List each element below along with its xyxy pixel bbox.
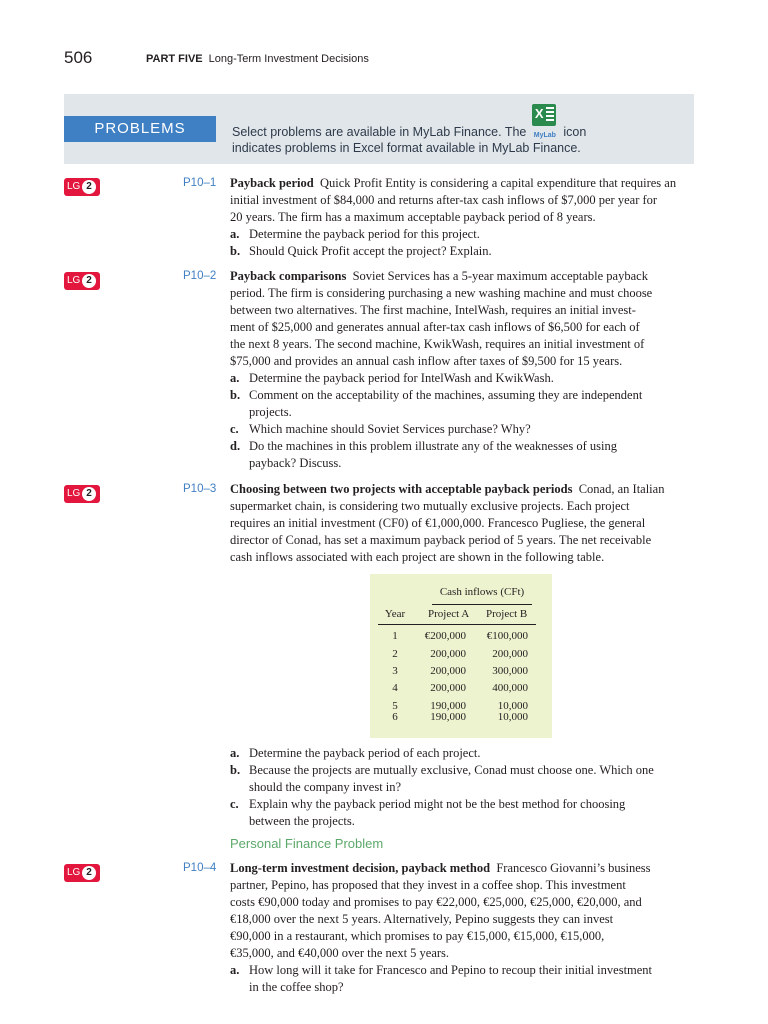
problem-p10-4: [230, 860, 695, 996]
problem-p10-3-questions: [230, 745, 695, 830]
problem-text-line: supermarket chain, is considering two mutually exclusive projects. Each project: [230, 499, 630, 513]
lg-label: LG: [67, 275, 81, 286]
problem-text-line: cash inflows associated with each project are shown in the following table.: [230, 550, 605, 564]
personal-finance-heading: Personal Finance Problem: [230, 836, 384, 851]
problem-text-line: partner, Pepino, has proposed that they invest in a coffee shop. This investment: [230, 878, 626, 892]
problem-title: Payback period: [230, 176, 314, 190]
problem-text-line: Soviet Services has a 5-year maximum acceptable payback: [352, 269, 648, 283]
problem-number: P10–2: [183, 270, 217, 282]
problem-p10-3: [230, 481, 695, 566]
banner-text-line1: Select problems are available in MyLab Finance. The: [232, 125, 527, 139]
problem-text-line: Francesco Giovanni’s business: [496, 861, 651, 875]
problems-tab: PROBLEMS: [64, 116, 216, 142]
column-header-project-b: Project B: [486, 608, 528, 620]
banner-icon-word: icon: [563, 125, 587, 139]
problem-title: Long-term investment decision, payback method: [230, 861, 491, 875]
learning-goal-badge: [64, 178, 100, 196]
problem-text-line: director of Conad, has set a maximum payback period of 5 years. The net receivable: [230, 533, 652, 547]
problem-text-line: initial investment of $84,000 and returns after-tax cash inflows of $7,000 per year for: [230, 193, 658, 207]
question-item: b. Because the projects are mutually exclusive, Conad must choose one. Which one should the company invest in?: [230, 763, 654, 794]
running-head: [146, 53, 369, 65]
table-row: 3 200,000 300,000: [392, 665, 528, 677]
banner-text-line2: indicates problems in Excel format available in MyLab Finance.: [232, 141, 581, 155]
header-rule: [378, 624, 536, 625]
lg-number: 2: [82, 866, 96, 880]
problem-text-line: €90,000 in a restaurant, which promises to pay €15,000, €15,000, €15,000,: [230, 929, 605, 943]
problem-text-line: ment of $25,000 and generates annual after-tax cash inflows of $6,500 for each of: [230, 320, 640, 334]
table-row: 1 €200,000 €100,000: [392, 630, 528, 642]
table-row: 5 190,000 10,000: [392, 700, 528, 712]
problem-p10-2: [230, 268, 695, 472]
mylab-icon-label: MyLab: [533, 131, 556, 139]
question-item: c. Which machine should Soviet Services purchase? Why?: [230, 422, 531, 436]
question-item: a. How long will it take for Francesco and Pepino to recoup their initial investment in the coffee shop?: [230, 963, 653, 994]
learning-goal-badge: [64, 485, 100, 503]
question-item: a. Determine the payback period for IntelWash and KwikWash.: [230, 371, 554, 385]
question-item: b. Comment on the acceptability of the machines, assuming they are independent projects.: [230, 388, 643, 419]
problem-title: Payback comparisons: [230, 269, 347, 283]
column-header-project-a: Project A: [428, 608, 470, 620]
lg-number: 2: [82, 180, 96, 194]
problem-title: Choosing between two projects with acceptable payback periods: [230, 482, 573, 496]
problem-text-line: period. The firm is considering purchasing a new washing machine and must choose: [230, 286, 653, 300]
lg-number: 2: [82, 487, 96, 501]
problem-p10-1: [230, 175, 695, 260]
problem-text-line: between two alternatives. The first machine, IntelWash, requires an initial invest-: [230, 303, 636, 317]
question-item: d. Do the machines in this problem illustrate any of the weaknesses of using payback? Discuss.: [230, 439, 617, 470]
question-item: a. Determine the payback period of each project.: [230, 746, 481, 760]
table-row: 6 190,000 10,000: [392, 711, 528, 723]
problem-text-line: costs €90,000 today and promises to pay €22,000, €25,000, €25,000, €20,000, and: [230, 895, 642, 909]
problem-text-line: the next 8 years. The second machine, KwikWash, requires an initial investment of: [230, 337, 645, 351]
table-caption: Cash inflows (CFt): [439, 586, 525, 598]
question-item: a. Determine the payback period for this project.: [230, 227, 480, 241]
lg-label: LG: [67, 867, 81, 878]
column-header-year: Year: [384, 608, 406, 620]
caption-rule: [432, 604, 532, 605]
problem-number: P10–3: [183, 483, 217, 495]
cash-inflows-table: [370, 574, 552, 738]
problem-number: P10–4: [183, 862, 217, 874]
table-row: 2 200,000 200,000: [392, 648, 528, 660]
lg-label: LG: [67, 488, 81, 499]
banner-text: [232, 105, 692, 156]
lg-label: LG: [67, 181, 81, 192]
learning-goal-badge: [64, 272, 100, 290]
page-number: 506: [64, 48, 93, 67]
mylab-excel-icon: [530, 105, 560, 140]
problem-text-line: €18,000 over the next 5 years. Alternatively, Pepino suggests they can invest: [230, 912, 614, 926]
section-title: Long-Term Investment Decisions: [208, 53, 369, 65]
part-label: PART FIVE: [146, 53, 203, 65]
problems-banner: [64, 94, 694, 164]
problem-number: P10–1: [183, 177, 217, 189]
problem-text-line: 20 years. The firm has a maximum acceptable payback period of 8 years.: [230, 210, 596, 224]
problem-text-line: $75,000 and provides an annual cash inflow after taxes of $9,500 for 15 years.: [230, 354, 623, 368]
learning-goal-badge: [64, 864, 100, 882]
question-item: c. Explain why the payback period might not be the best method for choosing between the projects.: [230, 797, 626, 828]
problem-text-line: Quick Profit Entity is considering a capital expenditure that requires an: [319, 176, 677, 190]
lg-number: 2: [82, 274, 96, 288]
question-item: b. Should Quick Profit accept the project? Explain.: [230, 244, 492, 258]
table-row: 4 200,000 400,000: [392, 682, 528, 694]
problem-text-line: €35,000, and €40,000 over the next 5 years.: [230, 946, 450, 960]
problem-text-line: Conad, an Italian: [578, 482, 665, 496]
excel-logo: X: [532, 104, 556, 126]
problem-text-line: requires an initial investment (CF0) of €1,000,000. Francesco Pugliese, the general: [230, 516, 646, 530]
